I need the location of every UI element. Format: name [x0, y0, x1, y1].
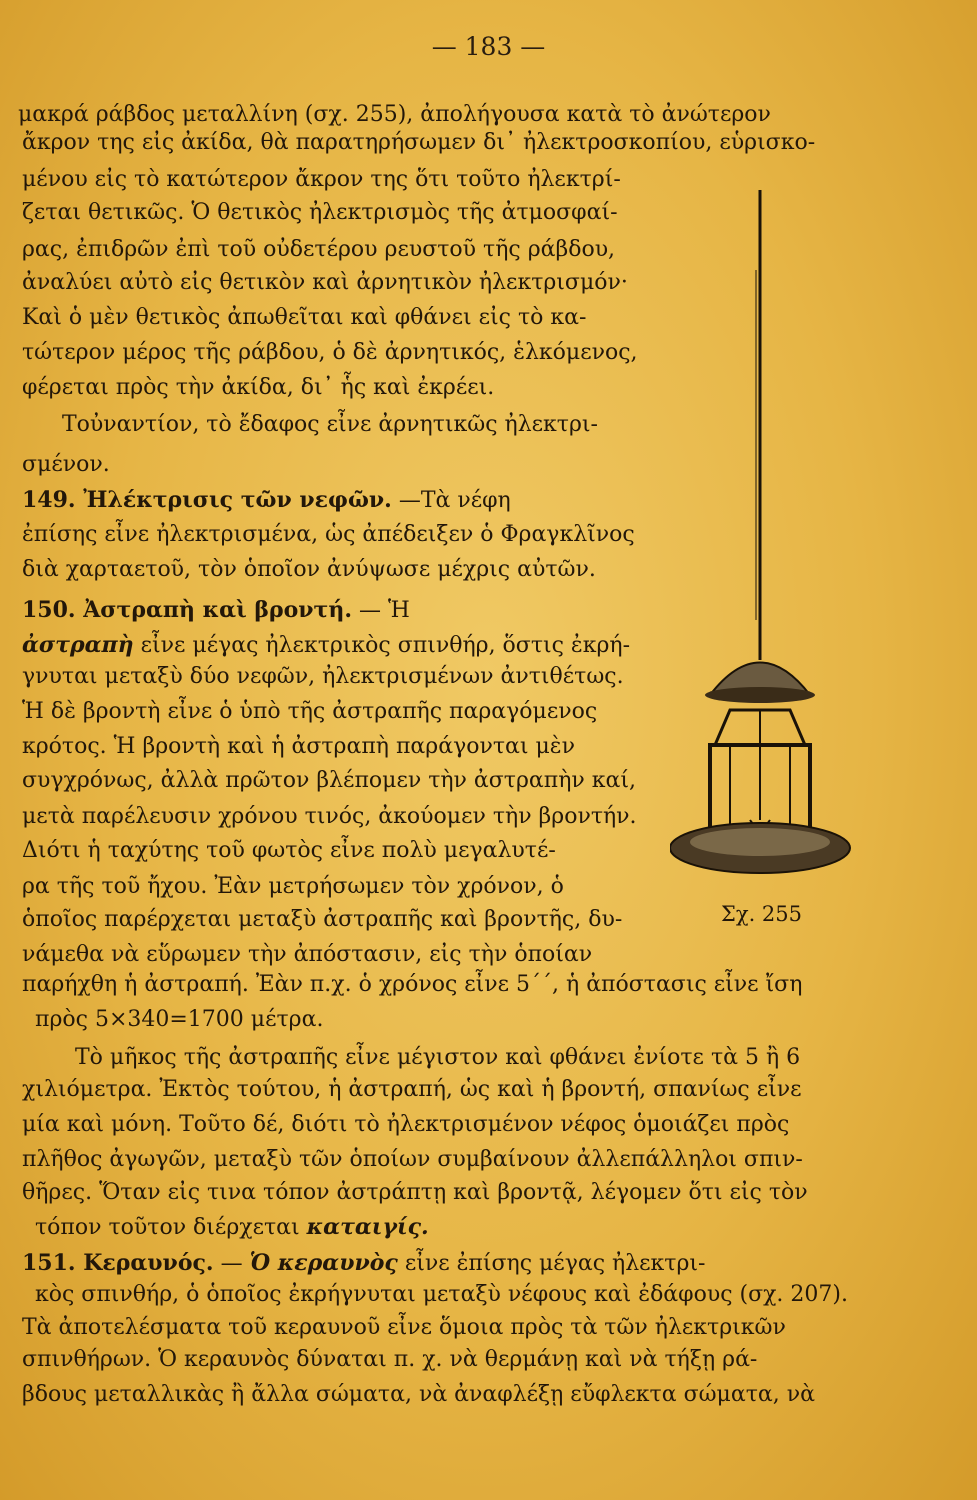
line-part: ἀστραπὴ	[22, 632, 134, 658]
text-line	[18, 100, 771, 130]
line-part: μία καὶ μόνη. Τοῦτο δέ, διότι τὸ ἠλεκτρισμένον νέφος ὁμοιάζει πρὸς	[22, 1112, 790, 1137]
text-line	[22, 1110, 789, 1140]
text-line	[22, 1075, 802, 1105]
line-part: μένου εἰς τὸ κατώτερον ἄκρον της ὅτι τοῦτο ἠλεκτρί-	[22, 167, 621, 192]
line-part: σπινθήρων. Ὁ κεραυνὸς δύναται π. χ. νὰ θερμάνῃ καὶ νὰ τήξῃ ρά-	[22, 1347, 758, 1372]
line-part: συγχρόνως, ἀλλὰ πρῶτον βλέπομεν τὴν ἀστραπὴν καί,	[22, 768, 636, 793]
text-line	[22, 1248, 705, 1279]
line-part: Τὸ μῆκος τῆς ἀστραπῆς εἶνε μέγιστον καὶ φθάνει ἐνίοτε τὰ 5 ἢ 6	[75, 1045, 801, 1070]
text-line	[22, 485, 511, 516]
line-part: καταιγίς.	[306, 1214, 429, 1240]
text-line	[22, 802, 637, 832]
line-part: θῆρες. Ὅταν εἰς τινα τόπον ἀστράπτῃ καὶ βροντᾷ, λέγομεν ὅτι εἰς τὸν	[22, 1180, 808, 1205]
line-part: γνυται μεταξὺ δύο νεφῶν, ἠλεκτρισμένων ἀντιθέτως.	[22, 664, 624, 689]
line-part: κρότος. Ἡ βροντὴ καὶ ἡ ἀστραπὴ παράγονται μὲν	[22, 734, 575, 759]
line-part: εἶνε μέγας ἠλεκτρικὸς σπινθήρ, ὅστις ἐκρή-	[140, 633, 631, 658]
text-line	[22, 198, 618, 228]
line-part: ρα τῆς τοῦ ἤχου. Ἐὰν μετρήσωμεν τὸν χρόνον, ὁ	[22, 874, 564, 899]
text-line	[22, 128, 815, 158]
line-part: Ἡ δὲ βροντὴ εἶνε ὁ ὑπὸ τῆς ἀστραπῆς παραγόμενος	[22, 699, 598, 724]
line-part: φέρεται πρὸς τὴν ἀκίδα, δι᾽ ἧς καὶ ἐκρέει.	[22, 375, 495, 400]
text-line	[22, 338, 638, 368]
text-line	[35, 1280, 848, 1310]
line-part: 151. Κεραυνός.	[22, 1250, 214, 1276]
text-line	[22, 235, 615, 265]
line-part: 149. Ἠλέκτρισις τῶν νεφῶν.	[22, 487, 392, 513]
text-line	[22, 905, 622, 935]
text-line	[22, 373, 494, 403]
line-part: πλῆθος ἀγωγῶν, μεταξὺ τῶν ὁποίων συμβαίνουν ἀλλεπάλληλοι σπιν-	[22, 1147, 803, 1172]
line-part: — Ἡ	[359, 598, 410, 623]
line-part: μακρά ράβδος μεταλλίνη (σχ. 255), ἀπολήγουσα κατὰ τὸ ἀνώτερον	[18, 102, 771, 127]
page-number: — 183 —	[431, 32, 546, 61]
text-line	[22, 766, 636, 796]
line-part: Ὁ κεραυνὸς	[249, 1250, 398, 1276]
line-part: —Τὰ νέφη	[398, 488, 511, 513]
text-line	[75, 1043, 800, 1073]
line-part: παρήχθη ἡ ἀστραπή. Ἐὰν π.χ. ὁ χρόνος εἶνε 5΄΄, ἡ ἀπόστασις εἶνε ἴση	[22, 972, 803, 997]
line-part: τόπον τοῦτον διέρχεται	[35, 1215, 300, 1240]
lightning-rod-figure	[670, 190, 870, 910]
text-line	[22, 450, 110, 480]
line-part: Τὰ ἀποτελέσματα τοῦ κεραυνοῦ εἶνε ὅμοια πρὸς τὰ τῶν ἠλεκτρικῶν	[22, 1315, 786, 1340]
text-line	[22, 520, 635, 550]
text-line	[22, 1380, 815, 1410]
line-part: Τοὐναντίον, τὸ ἔδαφος εἶνε ἀρνητικῶς ἠλεκτρι-	[62, 412, 598, 437]
line-part: νάμεθα νὰ εὕρωμεν τὴν ἀπόστασιν, εἰς τὴν ὁποίαν	[22, 942, 593, 967]
line-part: διὰ χαρταετοῦ, τὸν ὁποῖον ἀνύψωσε μέχρις αὐτῶν.	[22, 557, 596, 582]
line-part: Καὶ ὁ μὲν θετικὸς ἀπωθεῖται καὶ φθάνει εἰς τὸ κα-	[22, 305, 587, 330]
line-part: βδους μεταλλικὰς ἢ ἄλλα σώματα, νὰ ἀναφλέξῃ εὔφλεκτα σώματα, νὰ	[22, 1382, 815, 1407]
text-line	[22, 268, 628, 298]
text-line	[22, 165, 621, 195]
text-line	[22, 732, 575, 762]
text-line	[35, 1212, 429, 1243]
line-part: —	[220, 1251, 243, 1276]
text-line	[22, 1178, 808, 1208]
text-line	[22, 555, 596, 585]
line-part: ἄκρον της εἰς ἀκίδα, θὰ παρατηρήσωμεν δι᾽ ἠλεκτροσκοπίου, εὑρισκο-	[22, 130, 816, 155]
text-line	[22, 1145, 803, 1175]
line-part: ὁποῖος παρέρχεται μεταξὺ ἀστραπῆς καὶ βροντῆς, δυ-	[22, 907, 623, 932]
text-line	[22, 697, 597, 727]
line-part: κὸς σπινθήρ, ὁ ὁποῖος ἐκρήγνυται μεταξὺ νέφους καὶ ἐδάφους (σχ. 207).	[35, 1282, 848, 1307]
line-part: πρὸς 5×340=1700 μέτρα.	[35, 1007, 324, 1032]
text-line	[22, 1345, 757, 1375]
line-part: ἐπίσης εἶνε ἠλεκτρισμένα, ὡς ἀπέδειξεν ὁ Φραγκλῖνος	[22, 522, 635, 547]
text-line	[22, 303, 586, 333]
text-line	[22, 940, 592, 970]
line-part: μετὰ παρέλευσιν χρόνου τινός, ἀκούομεν τὴν βροντήν.	[22, 804, 637, 829]
figure-caption: Σχ. 255	[721, 902, 803, 926]
line-part: 150. Ἀστραπὴ καὶ βροντή.	[22, 597, 353, 623]
text-line	[35, 1005, 323, 1035]
text-line	[22, 662, 624, 692]
line-part: Διότι ἡ ταχύτης τοῦ φωτὸς εἶνε πολὺ μεγαλυτέ-	[22, 838, 556, 863]
text-line	[22, 836, 556, 866]
text-line	[22, 595, 410, 626]
line-part: ἀναλύει αὐτὸ εἰς θετικὸν καὶ ἀρνητικὸν ἠλεκτρισμόν·	[22, 270, 628, 295]
text-line	[62, 410, 598, 440]
line-part: ζεται θετικῶς. Ὁ θετικὸς ἠλεκτρισμὸς τῆς ἀτμοσφαί-	[22, 200, 618, 225]
text-line	[22, 872, 564, 902]
line-part: τώτερον μέρος τῆς ράβδου, ὁ δὲ ἀρνητικός, ἑλκόμενος,	[22, 340, 638, 365]
line-part: σμένον.	[22, 452, 110, 477]
line-part: εἶνε ἐπίσης μέγας ἠλεκτρι-	[404, 1251, 706, 1276]
text-line	[22, 1313, 786, 1343]
line-part: χιλιόμετρα. Ἐκτὸς τούτου, ἡ ἀστραπή, ὡς καὶ ἡ βροντή, σπανίως εἶνε	[22, 1077, 802, 1102]
text-line	[22, 630, 630, 661]
line-part: ρας, ἐπιδρῶν ἐπὶ τοῦ οὐδετέρου ρευστοῦ τῆς ράβδου,	[22, 237, 616, 262]
text-line	[22, 970, 802, 1000]
